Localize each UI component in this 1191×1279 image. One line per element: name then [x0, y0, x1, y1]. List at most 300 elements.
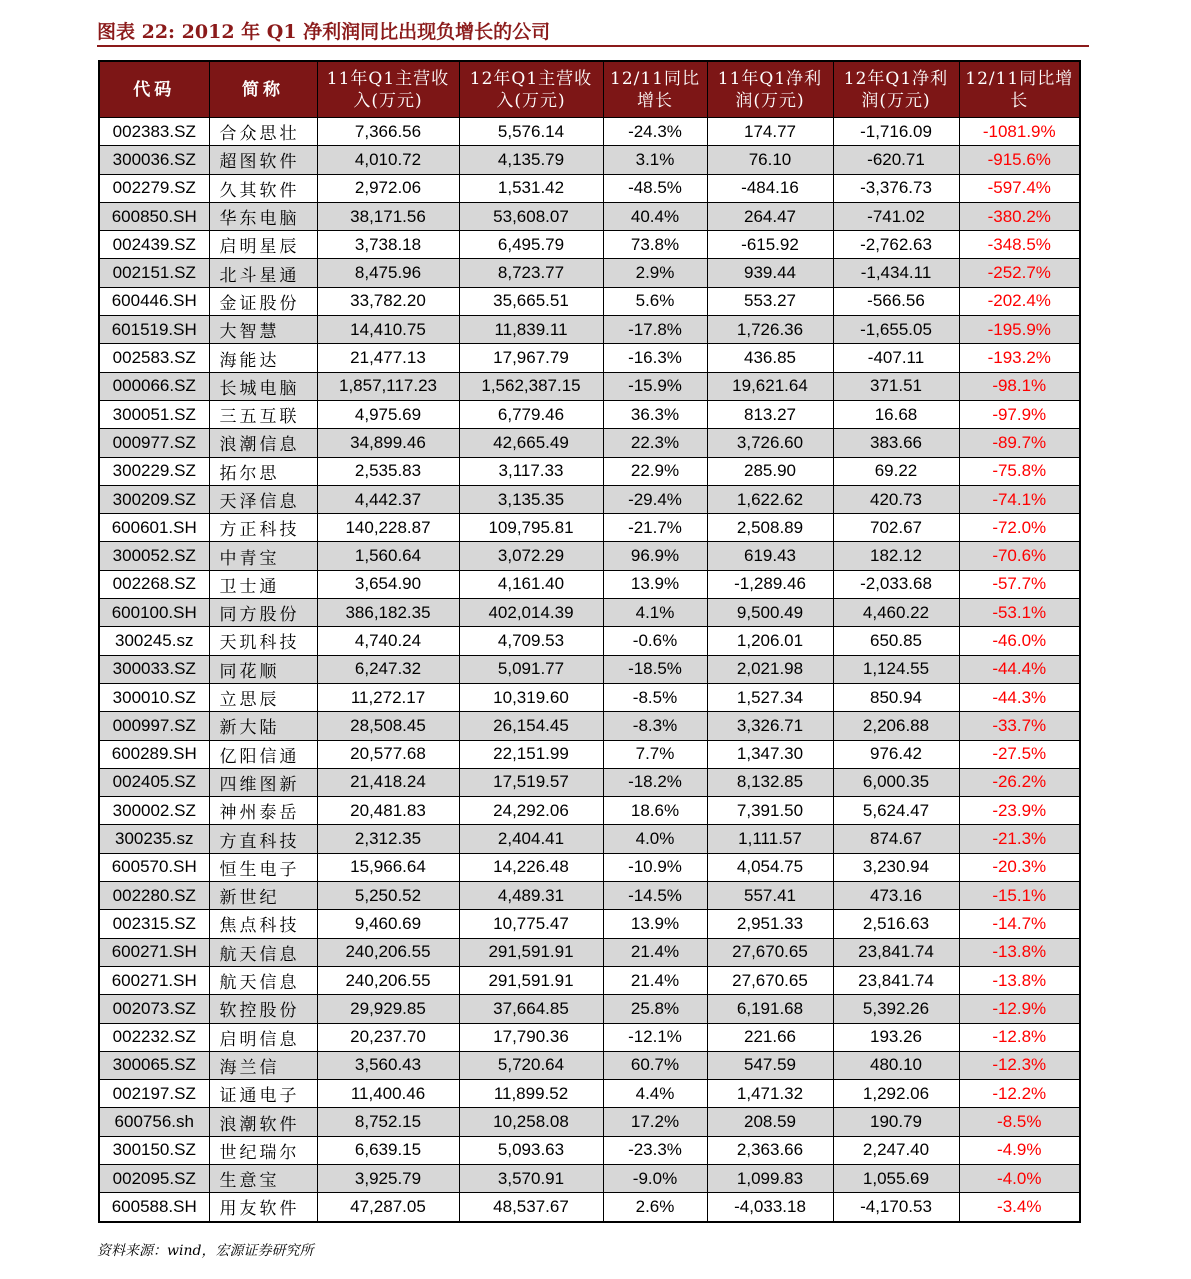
table-row [99, 1023, 1080, 1051]
table-row [99, 287, 1080, 315]
cell-name: 卫士通 [209, 570, 317, 598]
cell-revenue-11q1: 4,740.24 [317, 627, 459, 655]
table-row [99, 231, 1080, 259]
cell-revenue-11q1: 8,475.96 [317, 259, 459, 287]
cell-revenue-11q1: 3,738.18 [317, 231, 459, 259]
cell-revenue-12q1: 109,795.81 [459, 514, 603, 542]
cell-code: 600100.SH [99, 599, 209, 627]
cell-profit-growth: -14.7% [959, 910, 1080, 938]
cell-profit-11q1: 7,391.50 [707, 797, 833, 825]
cell-profit-11q1: 221.66 [707, 1023, 833, 1051]
cell-revenue-growth: -18.5% [603, 655, 707, 683]
table-row [99, 344, 1080, 372]
cell-profit-11q1: 27,670.65 [707, 938, 833, 966]
cell-profit-12q1: 23,841.74 [833, 938, 959, 966]
cell-name: 金证股份 [209, 287, 317, 315]
cell-profit-growth: -26.2% [959, 768, 1080, 796]
cell-name: 同花顺 [209, 655, 317, 683]
cell-revenue-11q1: 28,508.45 [317, 712, 459, 740]
cell-revenue-11q1: 20,481.83 [317, 797, 459, 825]
cell-profit-11q1: -4,033.18 [707, 1193, 833, 1222]
cell-revenue-12q1: 10,775.47 [459, 910, 603, 938]
cell-code: 300051.SZ [99, 400, 209, 428]
header-code: 代码 [99, 61, 209, 118]
cell-revenue-11q1: 4,010.72 [317, 146, 459, 174]
cell-code: 601519.SH [99, 316, 209, 344]
cell-code: 002315.SZ [99, 910, 209, 938]
cell-revenue-growth: 5.6% [603, 287, 707, 315]
cell-revenue-11q1: 4,975.69 [317, 400, 459, 428]
table-row [99, 1164, 1080, 1192]
table-row [99, 457, 1080, 485]
table-row [99, 485, 1080, 513]
cell-revenue-11q1: 3,560.43 [317, 1051, 459, 1079]
cell-revenue-growth: 2.6% [603, 1193, 707, 1222]
cell-code: 600601.SH [99, 514, 209, 542]
cell-profit-11q1: 4,054.75 [707, 853, 833, 881]
cell-name: 长城电脑 [209, 372, 317, 400]
cell-revenue-11q1: 8,752.15 [317, 1108, 459, 1136]
cell-name: 生意宝 [209, 1164, 317, 1192]
cell-revenue-12q1: 2,404.41 [459, 825, 603, 853]
cell-profit-growth: -3.4% [959, 1193, 1080, 1222]
cell-revenue-12q1: 17,967.79 [459, 344, 603, 372]
cell-code: 002073.SZ [99, 995, 209, 1023]
cell-revenue-growth: 13.9% [603, 910, 707, 938]
table-row [99, 1193, 1080, 1222]
cell-revenue-growth: 18.6% [603, 797, 707, 825]
cell-code: 300235.sz [99, 825, 209, 853]
cell-revenue-11q1: 9,460.69 [317, 910, 459, 938]
cell-revenue-12q1: 5,091.77 [459, 655, 603, 683]
cell-profit-growth: -12.8% [959, 1023, 1080, 1051]
cell-profit-12q1: 16.68 [833, 400, 959, 428]
cell-revenue-12q1: 22,151.99 [459, 740, 603, 768]
cell-revenue-12q1: 402,014.39 [459, 599, 603, 627]
cell-profit-12q1: -2,033.68 [833, 570, 959, 598]
cell-revenue-growth: -24.3% [603, 118, 707, 146]
cell-profit-12q1: 480.10 [833, 1051, 959, 1079]
cell-revenue-12q1: 6,779.46 [459, 400, 603, 428]
cell-name: 启明信息 [209, 1023, 317, 1051]
cell-name: 用友软件 [209, 1193, 317, 1222]
cell-revenue-11q1: 21,477.13 [317, 344, 459, 372]
cell-name: 浪潮信息 [209, 429, 317, 457]
cell-profit-growth: -252.7% [959, 259, 1080, 287]
cell-profit-growth: -89.7% [959, 429, 1080, 457]
cell-profit-11q1: 1,099.83 [707, 1164, 833, 1192]
cell-profit-12q1: 2,206.88 [833, 712, 959, 740]
table-row [99, 1051, 1080, 1079]
cell-revenue-11q1: 15,966.64 [317, 853, 459, 881]
table-row [99, 259, 1080, 287]
cell-code: 300002.SZ [99, 797, 209, 825]
cell-profit-11q1: 76.10 [707, 146, 833, 174]
cell-revenue-11q1: 20,577.68 [317, 740, 459, 768]
cell-profit-growth: -74.1% [959, 485, 1080, 513]
cell-revenue-growth: -9.0% [603, 1164, 707, 1192]
cell-revenue-12q1: 1,562,387.15 [459, 372, 603, 400]
cell-profit-12q1: 2,516.63 [833, 910, 959, 938]
cell-revenue-growth: 21.4% [603, 966, 707, 994]
table-row [99, 1080, 1080, 1108]
cell-revenue-11q1: 2,535.83 [317, 457, 459, 485]
cell-name: 超图软件 [209, 146, 317, 174]
cell-profit-11q1: 2,363.66 [707, 1136, 833, 1164]
cell-code: 300052.SZ [99, 542, 209, 570]
table-row [99, 1136, 1080, 1164]
cell-revenue-growth: 36.3% [603, 400, 707, 428]
header-revenue-12q1: 12年Q1主营收入(万元) [459, 61, 603, 118]
cell-profit-11q1: 3,726.60 [707, 429, 833, 457]
cell-revenue-growth: -16.3% [603, 344, 707, 372]
table-row [99, 797, 1080, 825]
cell-revenue-growth: 2.9% [603, 259, 707, 287]
cell-code: 300036.SZ [99, 146, 209, 174]
table-row [99, 712, 1080, 740]
cell-profit-11q1: 1,527.34 [707, 683, 833, 711]
cell-revenue-12q1: 1,531.42 [459, 174, 603, 202]
cell-profit-11q1: 285.90 [707, 457, 833, 485]
cell-revenue-12q1: 5,093.63 [459, 1136, 603, 1164]
cell-profit-12q1: 383.66 [833, 429, 959, 457]
cell-profit-growth: -15.1% [959, 882, 1080, 910]
cell-revenue-11q1: 38,171.56 [317, 202, 459, 230]
cell-revenue-11q1: 3,925.79 [317, 1164, 459, 1192]
cell-profit-11q1: 2,951.33 [707, 910, 833, 938]
table-row [99, 514, 1080, 542]
cell-revenue-12q1: 3,117.33 [459, 457, 603, 485]
cell-name: 方直科技 [209, 825, 317, 853]
source-note: 资料来源：wind，宏源证券研究所 [97, 1243, 314, 1259]
cell-name: 世纪瑞尔 [209, 1136, 317, 1164]
cell-profit-growth: -597.4% [959, 174, 1080, 202]
cell-revenue-12q1: 10,258.08 [459, 1108, 603, 1136]
table-row [99, 938, 1080, 966]
table-row [99, 372, 1080, 400]
cell-code: 600271.SH [99, 938, 209, 966]
cell-profit-growth: -12.3% [959, 1051, 1080, 1079]
cell-profit-12q1: 3,230.94 [833, 853, 959, 881]
cell-code: 002439.SZ [99, 231, 209, 259]
cell-revenue-11q1: 4,442.37 [317, 485, 459, 513]
cell-revenue-12q1: 4,161.40 [459, 570, 603, 598]
cell-profit-12q1: 1,292.06 [833, 1080, 959, 1108]
cell-code: 002095.SZ [99, 1164, 209, 1192]
cell-profit-12q1: 4,460.22 [833, 599, 959, 627]
cell-code: 002268.SZ [99, 570, 209, 598]
cell-revenue-11q1: 14,410.75 [317, 316, 459, 344]
cell-revenue-growth: 73.8% [603, 231, 707, 259]
cell-code: 600850.SH [99, 202, 209, 230]
cell-revenue-11q1: 140,228.87 [317, 514, 459, 542]
cell-revenue-growth: -21.7% [603, 514, 707, 542]
cell-code: 002383.SZ [99, 118, 209, 146]
cell-name: 航天信息 [209, 966, 317, 994]
cell-profit-growth: -33.7% [959, 712, 1080, 740]
cell-profit-growth: -23.9% [959, 797, 1080, 825]
cell-profit-growth: -72.0% [959, 514, 1080, 542]
cell-profit-12q1: 1,055.69 [833, 1164, 959, 1192]
cell-profit-growth: -12.2% [959, 1080, 1080, 1108]
cell-revenue-12q1: 26,154.45 [459, 712, 603, 740]
cell-revenue-12q1: 48,537.67 [459, 1193, 603, 1222]
cell-code: 000066.SZ [99, 372, 209, 400]
cell-code: 600570.SH [99, 853, 209, 881]
cell-revenue-12q1: 17,790.36 [459, 1023, 603, 1051]
cell-revenue-12q1: 10,319.60 [459, 683, 603, 711]
cell-revenue-growth: -8.3% [603, 712, 707, 740]
table-row [99, 146, 1080, 174]
cell-profit-12q1: -741.02 [833, 202, 959, 230]
header-profit-growth: 12/11同比增长 [959, 61, 1080, 118]
cell-profit-11q1: 619.43 [707, 542, 833, 570]
cell-revenue-growth: -12.1% [603, 1023, 707, 1051]
cell-revenue-11q1: 7,366.56 [317, 118, 459, 146]
cell-profit-11q1: 2,021.98 [707, 655, 833, 683]
cell-code: 002583.SZ [99, 344, 209, 372]
cell-name: 海兰信 [209, 1051, 317, 1079]
table-row [99, 966, 1080, 994]
cell-name: 天泽信息 [209, 485, 317, 513]
cell-revenue-growth: -18.2% [603, 768, 707, 796]
cell-revenue-11q1: 240,206.55 [317, 938, 459, 966]
cell-profit-12q1: -620.71 [833, 146, 959, 174]
cell-profit-12q1: -407.11 [833, 344, 959, 372]
cell-profit-growth: -1081.9% [959, 118, 1080, 146]
cell-revenue-growth: -23.3% [603, 1136, 707, 1164]
cell-name: 久其软件 [209, 174, 317, 202]
cell-profit-growth: -21.3% [959, 825, 1080, 853]
cell-code: 600588.SH [99, 1193, 209, 1222]
cell-profit-growth: -44.4% [959, 655, 1080, 683]
cell-revenue-11q1: 29,929.85 [317, 995, 459, 1023]
cell-profit-11q1: -1,289.46 [707, 570, 833, 598]
cell-code: 600446.SH [99, 287, 209, 315]
cell-name: 神州泰岳 [209, 797, 317, 825]
cell-code: 300245.sz [99, 627, 209, 655]
table-row [99, 853, 1080, 881]
cell-profit-11q1: 8,132.85 [707, 768, 833, 796]
negative-growth-table [98, 60, 1081, 1223]
cell-code: 300229.SZ [99, 457, 209, 485]
cell-profit-11q1: 1,726.36 [707, 316, 833, 344]
cell-name: 大智慧 [209, 316, 317, 344]
cell-name: 恒生电子 [209, 853, 317, 881]
table-row [99, 429, 1080, 457]
cell-revenue-11q1: 3,654.90 [317, 570, 459, 598]
cell-revenue-growth: -0.6% [603, 627, 707, 655]
header-profit-11q1: 11年Q1净利润(万元) [707, 61, 833, 118]
cell-profit-11q1: 1,206.01 [707, 627, 833, 655]
header-profit-12q1: 12年Q1净利润(万元) [833, 61, 959, 118]
cell-profit-growth: -380.2% [959, 202, 1080, 230]
cell-code: 002151.SZ [99, 259, 209, 287]
cell-code: 002280.SZ [99, 882, 209, 910]
cell-code: 600289.SH [99, 740, 209, 768]
table-row [99, 570, 1080, 598]
cell-name: 北斗星通 [209, 259, 317, 287]
cell-profit-growth: -27.5% [959, 740, 1080, 768]
cell-revenue-12q1: 291,591.91 [459, 938, 603, 966]
cell-profit-growth: -202.4% [959, 287, 1080, 315]
cell-revenue-growth: 96.9% [603, 542, 707, 570]
cell-profit-growth: -4.9% [959, 1136, 1080, 1164]
cell-revenue-11q1: 2,312.35 [317, 825, 459, 853]
cell-code: 300010.SZ [99, 683, 209, 711]
cell-revenue-12q1: 3,570.91 [459, 1164, 603, 1192]
cell-name: 三五互联 [209, 400, 317, 428]
cell-code: 300150.SZ [99, 1136, 209, 1164]
table-row [99, 627, 1080, 655]
header-short-name: 简称 [209, 61, 317, 118]
cell-profit-growth: -193.2% [959, 344, 1080, 372]
cell-profit-12q1: 371.51 [833, 372, 959, 400]
cell-revenue-12q1: 4,489.31 [459, 882, 603, 910]
cell-profit-growth: -98.1% [959, 372, 1080, 400]
cell-profit-11q1: 436.85 [707, 344, 833, 372]
cell-profit-growth: -70.6% [959, 542, 1080, 570]
cell-profit-growth: -75.8% [959, 457, 1080, 485]
cell-profit-12q1: -566.56 [833, 287, 959, 315]
header-revenue-growth: 12/11同比增长 [603, 61, 707, 118]
cell-code: 002232.SZ [99, 1023, 209, 1051]
cell-profit-12q1: 850.94 [833, 683, 959, 711]
cell-revenue-12q1: 5,720.64 [459, 1051, 603, 1079]
table-row [99, 995, 1080, 1023]
cell-profit-12q1: -1,716.09 [833, 118, 959, 146]
table-body [99, 118, 1080, 1222]
cell-code: 600271.SH [99, 966, 209, 994]
cell-code: 002279.SZ [99, 174, 209, 202]
cell-revenue-12q1: 35,665.51 [459, 287, 603, 315]
cell-revenue-growth: 3.1% [603, 146, 707, 174]
cell-profit-growth: -97.9% [959, 400, 1080, 428]
cell-profit-growth: -4.0% [959, 1164, 1080, 1192]
table-row [99, 740, 1080, 768]
table-row [99, 825, 1080, 853]
cell-profit-11q1: 264.47 [707, 202, 833, 230]
cell-name: 焦点科技 [209, 910, 317, 938]
cell-revenue-11q1: 11,400.46 [317, 1080, 459, 1108]
cell-revenue-12q1: 14,226.48 [459, 853, 603, 881]
cell-profit-11q1: 547.59 [707, 1051, 833, 1079]
cell-revenue-12q1: 5,576.14 [459, 118, 603, 146]
cell-revenue-12q1: 4,135.79 [459, 146, 603, 174]
cell-code: 002197.SZ [99, 1080, 209, 1108]
cell-name: 亿阳信通 [209, 740, 317, 768]
title-divider [97, 45, 1089, 47]
cell-revenue-growth: 25.8% [603, 995, 707, 1023]
cell-revenue-11q1: 47,287.05 [317, 1193, 459, 1222]
cell-profit-11q1: 557.41 [707, 882, 833, 910]
cell-revenue-11q1: 5,250.52 [317, 882, 459, 910]
cell-profit-11q1: 1,622.62 [707, 485, 833, 513]
cell-profit-11q1: 19,621.64 [707, 372, 833, 400]
cell-profit-12q1: 420.73 [833, 485, 959, 513]
cell-code: 300209.SZ [99, 485, 209, 513]
cell-revenue-11q1: 20,237.70 [317, 1023, 459, 1051]
cell-revenue-growth: -15.9% [603, 372, 707, 400]
cell-profit-growth: -44.3% [959, 683, 1080, 711]
figure-title: 图表 22: 2012 年 Q1 净利润同比出现负增长的公司 [97, 21, 551, 43]
header-revenue-11q1: 11年Q1主营收入(万元) [317, 61, 459, 118]
cell-profit-12q1: -1,655.05 [833, 316, 959, 344]
cell-profit-12q1: 702.67 [833, 514, 959, 542]
cell-profit-11q1: 1,347.30 [707, 740, 833, 768]
cell-revenue-12q1: 4,709.53 [459, 627, 603, 655]
cell-name: 证通电子 [209, 1080, 317, 1108]
cell-profit-12q1: 976.42 [833, 740, 959, 768]
table-row [99, 655, 1080, 683]
cell-revenue-11q1: 6,247.32 [317, 655, 459, 683]
cell-profit-growth: -12.9% [959, 995, 1080, 1023]
cell-revenue-growth: 22.9% [603, 457, 707, 485]
cell-revenue-12q1: 17,519.57 [459, 768, 603, 796]
cell-revenue-growth: -17.8% [603, 316, 707, 344]
cell-name: 海能达 [209, 344, 317, 372]
cell-revenue-growth: 4.0% [603, 825, 707, 853]
cell-profit-11q1: 813.27 [707, 400, 833, 428]
cell-profit-growth: -57.7% [959, 570, 1080, 598]
cell-name: 方正科技 [209, 514, 317, 542]
cell-profit-growth: -348.5% [959, 231, 1080, 259]
cell-revenue-growth: -48.5% [603, 174, 707, 202]
cell-revenue-11q1: 11,272.17 [317, 683, 459, 711]
cell-code: 600756.sh [99, 1108, 209, 1136]
cell-profit-11q1: 208.59 [707, 1108, 833, 1136]
table-row [99, 882, 1080, 910]
table-header-row [99, 61, 1080, 118]
cell-revenue-12q1: 53,608.07 [459, 202, 603, 230]
table-row [99, 542, 1080, 570]
cell-profit-12q1: 6,000.35 [833, 768, 959, 796]
table-row [99, 174, 1080, 202]
cell-name: 新大陆 [209, 712, 317, 740]
cell-revenue-growth: 60.7% [603, 1051, 707, 1079]
cell-revenue-growth: 13.9% [603, 570, 707, 598]
cell-profit-12q1: 5,392.26 [833, 995, 959, 1023]
cell-revenue-11q1: 34,899.46 [317, 429, 459, 457]
cell-profit-growth: -13.8% [959, 966, 1080, 994]
table-row [99, 400, 1080, 428]
cell-revenue-12q1: 11,839.11 [459, 316, 603, 344]
cell-profit-11q1: 174.77 [707, 118, 833, 146]
cell-profit-12q1: 190.79 [833, 1108, 959, 1136]
cell-revenue-11q1: 33,782.20 [317, 287, 459, 315]
cell-profit-11q1: 1,471.32 [707, 1080, 833, 1108]
cell-name: 新世纪 [209, 882, 317, 910]
cell-revenue-12q1: 11,899.52 [459, 1080, 603, 1108]
cell-revenue-12q1: 6,495.79 [459, 231, 603, 259]
cell-code: 000977.SZ [99, 429, 209, 457]
cell-profit-12q1: -1,434.11 [833, 259, 959, 287]
table-row [99, 599, 1080, 627]
cell-code: 300065.SZ [99, 1051, 209, 1079]
cell-code: 300033.SZ [99, 655, 209, 683]
cell-revenue-growth: 40.4% [603, 202, 707, 230]
cell-profit-11q1: 1,111.57 [707, 825, 833, 853]
cell-revenue-growth: 17.2% [603, 1108, 707, 1136]
cell-revenue-12q1: 3,135.35 [459, 485, 603, 513]
cell-revenue-growth: -29.4% [603, 485, 707, 513]
cell-name: 浪潮软件 [209, 1108, 317, 1136]
cell-profit-12q1: -2,762.63 [833, 231, 959, 259]
cell-profit-growth: -46.0% [959, 627, 1080, 655]
cell-revenue-12q1: 3,072.29 [459, 542, 603, 570]
cell-profit-11q1: 9,500.49 [707, 599, 833, 627]
cell-profit-11q1: -615.92 [707, 231, 833, 259]
